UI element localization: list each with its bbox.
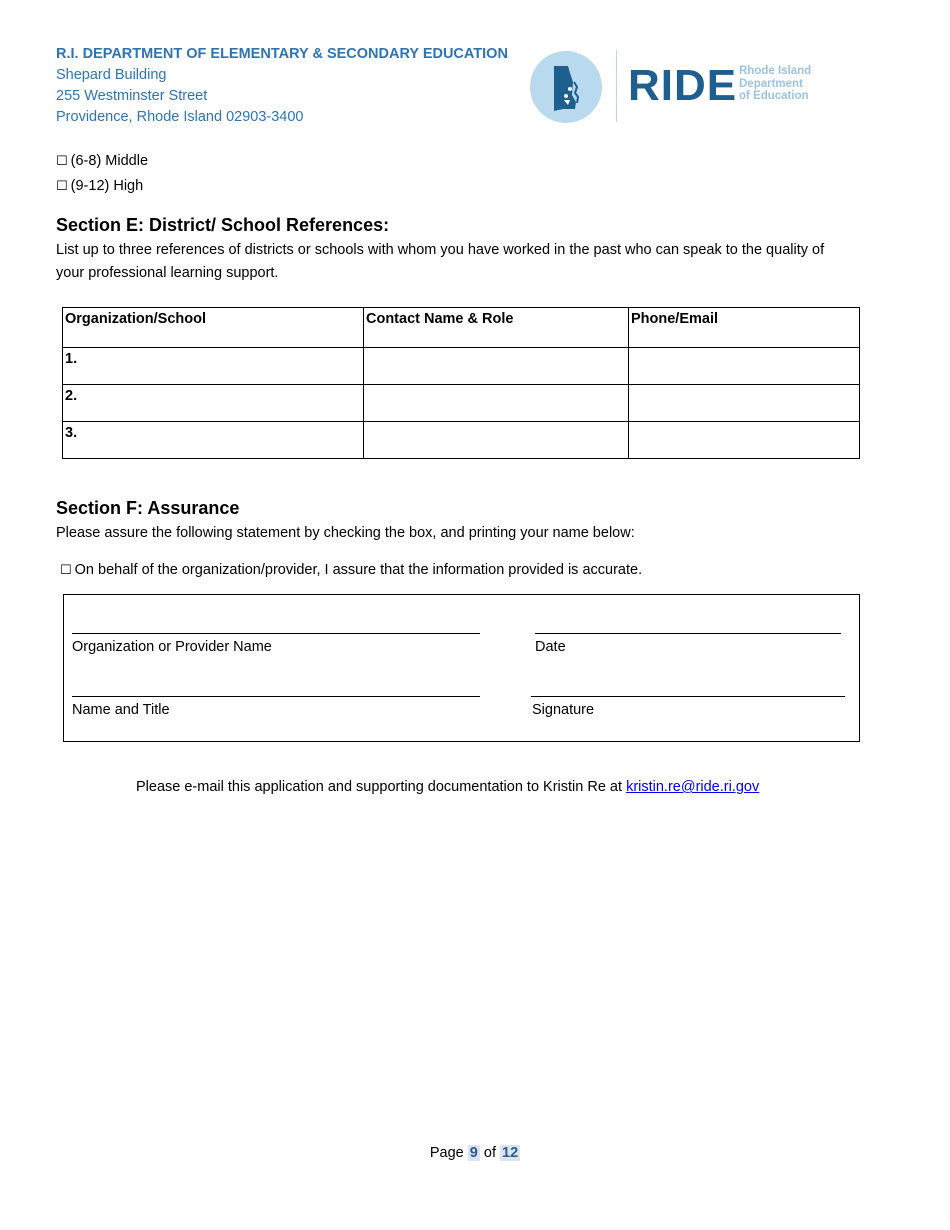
column-header-contact: Contact Name & Role — [364, 308, 629, 348]
assurance-checkbox-row[interactable] — [60, 560, 642, 581]
section-f-heading: Section F: Assurance — [56, 498, 240, 518]
letterhead-address — [56, 44, 508, 128]
section-f-intro: Please assure the following statement by checking the box, and printing your name below: — [56, 525, 635, 541]
name-title-line[interactable] — [72, 696, 480, 697]
table-header-row — [63, 308, 860, 348]
grade-option-label: (6-8) Middle — [70, 153, 149, 169]
phone-email-cell[interactable] — [629, 385, 860, 422]
phone-email-cell[interactable] — [629, 422, 860, 459]
organization-cell[interactable]: 3. — [63, 422, 364, 459]
section-e-intro-line: List up to three references of districts or schools with whom you have worked in the past who can speak to the quality of — [56, 242, 825, 258]
address-line: 255 Westminster Street — [56, 88, 208, 104]
address-line: Providence, Rhode Island 02903-3400 — [56, 109, 304, 125]
grade-option-label: (9-12) High — [70, 178, 144, 194]
ride-logo — [530, 50, 830, 126]
section-e-heading: Section E: District/ School References: — [56, 215, 390, 235]
contact-cell[interactable] — [364, 422, 629, 459]
org-name-label: Organization or Provider Name — [72, 639, 272, 655]
org-name-line[interactable] — [72, 633, 480, 634]
table-row — [63, 385, 860, 422]
checkbox-icon[interactable]: ☐ — [56, 179, 68, 194]
ride-tagline: Rhode Island Department of Education — [739, 65, 812, 102]
name-title-label: Name and Title — [72, 702, 170, 718]
contact-cell[interactable] — [364, 385, 629, 422]
email-link[interactable]: kristin.re@ride.ri.gov — [626, 779, 760, 795]
checkbox-icon[interactable]: ☐ — [56, 154, 68, 169]
organization-cell[interactable]: 1. — [63, 348, 364, 385]
instructions-text: Please e-mail this application and supporting documentation to Kristin Re at — [136, 779, 623, 795]
date-label: Date — [535, 639, 566, 655]
logo-divider — [616, 50, 617, 122]
current-page: 9 — [469, 1145, 478, 1161]
column-header-phone-email: Phone/Email — [629, 308, 860, 348]
table-row — [63, 348, 860, 385]
section-e-intro-line: your professional learning support. — [56, 265, 279, 281]
address-line: Shepard Building — [56, 67, 167, 83]
total-pages: 12 — [502, 1145, 519, 1161]
organization-cell[interactable]: 2. — [63, 385, 364, 422]
rhode-island-map-icon — [530, 51, 602, 123]
contact-cell[interactable] — [364, 348, 629, 385]
date-line[interactable] — [535, 633, 841, 634]
page-number: Page 9 of 12 — [429, 1145, 519, 1161]
grade-option-middle[interactable] — [56, 151, 148, 172]
column-header-organization: Organization/School — [63, 308, 364, 348]
ride-wordmark: RIDE — [628, 61, 738, 110]
signature-block — [63, 594, 860, 742]
grade-option-high[interactable] — [56, 176, 143, 197]
department-name: R.I. DEPARTMENT OF ELEMENTARY & SECONDARY EDUCATION — [56, 46, 508, 62]
signature-label: Signature — [532, 702, 595, 718]
checkbox-icon[interactable]: ☐ — [60, 563, 72, 578]
phone-email-cell[interactable] — [629, 348, 860, 385]
signature-line[interactable] — [531, 696, 845, 697]
assurance-statement: On behalf of the organization/provider, I assure that the information provided is accurate. — [74, 562, 643, 578]
references-table — [62, 307, 860, 459]
submission-instructions — [136, 777, 759, 797]
table-row — [63, 422, 860, 459]
